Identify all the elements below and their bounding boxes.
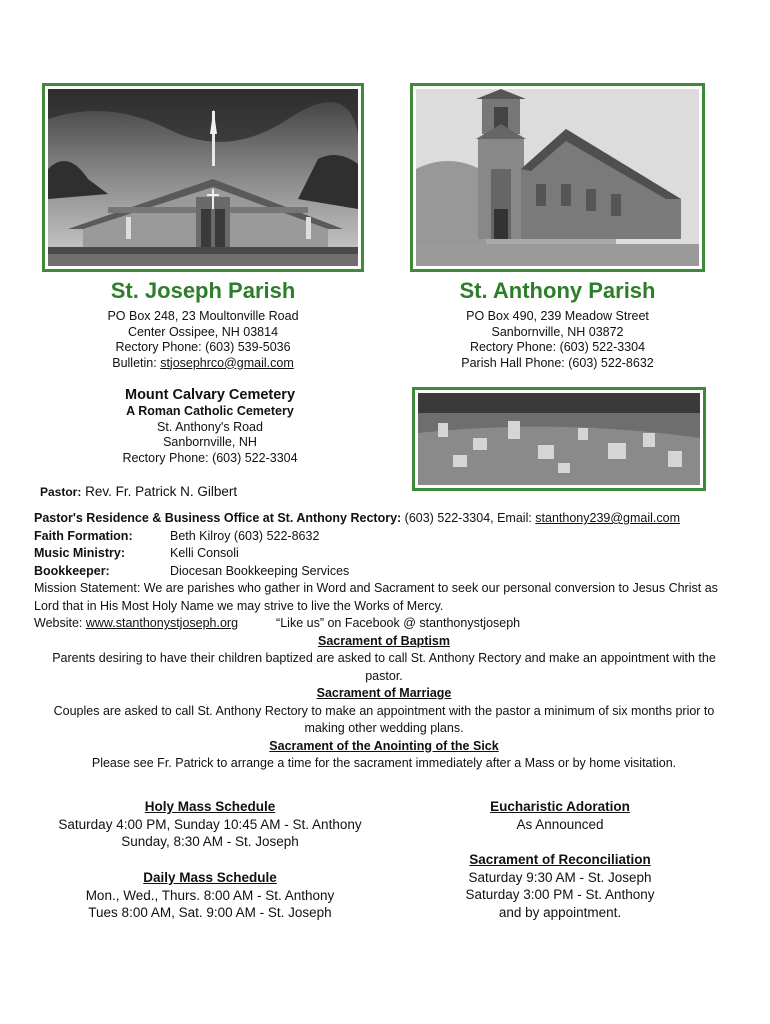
st-anthony-address-line: PO Box 490, 239 Meadow Street (466, 309, 649, 323)
pastor-line (40, 484, 237, 499)
adoration-heading: Eucharistic Adoration (490, 799, 630, 814)
st-joseph-address-line: PO Box 248, 23 Moultonville Road (107, 309, 299, 323)
residence-phone: (603) 522-3304, Email: (401, 511, 536, 525)
daily-mass-schedule (40, 869, 380, 922)
st-anthony-city-line: Sanbornville, NH 03872 (491, 324, 624, 339)
staff-row (34, 545, 734, 563)
reconciliation-heading: Sacrament of Reconciliation (469, 852, 651, 867)
daily-mass-line: Mon., Wed., Thurs. 8:00 AM - St. Anthony (85, 887, 335, 903)
cemetery-title: Mount Calvary Cemetery (124, 387, 296, 403)
website-line (34, 615, 734, 633)
holy-mass-schedule (40, 798, 380, 851)
holy-mass-line: Sunday, 8:30 AM - St. Joseph (121, 834, 299, 849)
holy-mass-line: Saturday 4:00 PM, Sunday 10:45 AM - St. Anthony (58, 816, 362, 832)
st-joseph-city-line: Center Ossipee, NH 03814 (127, 324, 279, 339)
st-joseph-title: St. Joseph Parish (110, 278, 296, 303)
st-anthony-title: St. Anthony Parish (459, 278, 656, 303)
info-block (34, 510, 734, 773)
staff-role: Music Ministry: (34, 546, 125, 560)
reconciliation-schedule (430, 851, 690, 921)
reconciliation-line: Saturday 9:30 AM - St. Joseph (468, 869, 652, 885)
holy-mass-heading: Holy Mass Schedule (144, 799, 276, 814)
mission-statement: Mission Statement: We are parishes who gather in Word and Sacrament to seek our personal conversion to Jesus Christ as Lord that in His Most Holy Name we may strive to live the Works of Mercy. (34, 581, 718, 613)
residence-line (34, 510, 734, 528)
baptism-heading: Sacrament of Baptism (318, 633, 450, 648)
cemetery-road: St. Anthony's Road (157, 419, 263, 434)
adoration-line: As Announced (516, 816, 604, 832)
anointing-text: Please see Fr. Patrick to arrange a time for the sacrament immediately after a Mass or by home visitation. (91, 756, 677, 770)
daily-mass-line: Tues 8:00 AM, Sat. 9:00 AM - St. Joseph (88, 905, 332, 920)
bulletin-label: Bulletin: (112, 355, 161, 370)
cemetery-town: Sanbornville, NH (163, 435, 257, 449)
website-label: Website: (34, 616, 86, 630)
staff-role: Faith Formation: (34, 528, 133, 543)
st-anthony-address (410, 309, 705, 371)
cemetery-phone: Rectory Phone: (603) 522-3304 (122, 450, 298, 465)
cemetery-info (80, 386, 340, 466)
st-joseph-church-photo (42, 83, 364, 272)
staff-role: Bookkeeper: (34, 563, 110, 578)
baptism-text: Parents desiring to have their children baptized are asked to call St. Anthony Rectory and make an appointment with the pastor. (52, 651, 716, 683)
st-anthony-church-photo (410, 83, 705, 272)
adoration-schedule (430, 798, 690, 833)
st-joseph-address (42, 309, 364, 371)
st-joseph-phone: Rectory Phone: (603) 539-5036 (115, 340, 291, 354)
staff-value: Diocesan Bookkeeping Services (170, 563, 350, 578)
website-link[interactable]: www.stanthonystjoseph.org (85, 616, 239, 630)
marriage-heading: Sacrament of Marriage (316, 686, 452, 700)
facebook-text: “Like us” on Facebook @ stanthonystjoseph (276, 616, 521, 630)
st-anthony-hall-phone: Parish Hall Phone: (603) 522-8632 (461, 355, 654, 370)
st-joseph-bulletin (42, 356, 364, 372)
bulletin-email-link[interactable]: stjosephrco@gmail.com (160, 355, 294, 370)
anointing-heading: Sacrament of the Anointing of the Sick (269, 738, 499, 753)
pastor-name: Rev. Fr. Patrick N. Gilbert (81, 484, 238, 499)
pastor-label: Pastor: (40, 485, 82, 499)
reconciliation-line: Saturday 3:00 PM - St. Anthony (465, 887, 655, 902)
staff-value: Beth Kilroy (603) 522-8632 (170, 528, 320, 543)
st-anthony-phone: Rectory Phone: (603) 522-3304 (469, 340, 646, 354)
daily-mass-heading: Daily Mass Schedule (143, 870, 277, 885)
staff-row (34, 563, 734, 581)
staff-value: Kelli Consoli (170, 546, 239, 560)
staff-row (34, 528, 734, 546)
cemetery-subtitle: A Roman Catholic Cemetery (126, 404, 294, 418)
marriage-text: Couples are asked to call St. Anthony Rectory to make an appointment with the pastor a minimum of six months prior to making other wedding plans. (53, 703, 715, 735)
residence-email-link[interactable]: stanthony239@gmail.com (535, 511, 681, 525)
reconciliation-line: and by appointment. (498, 904, 622, 920)
residence-label: Pastor's Residence & Business Office at St. Anthony Rectory: (34, 511, 402, 525)
cemetery-photo (412, 387, 706, 491)
